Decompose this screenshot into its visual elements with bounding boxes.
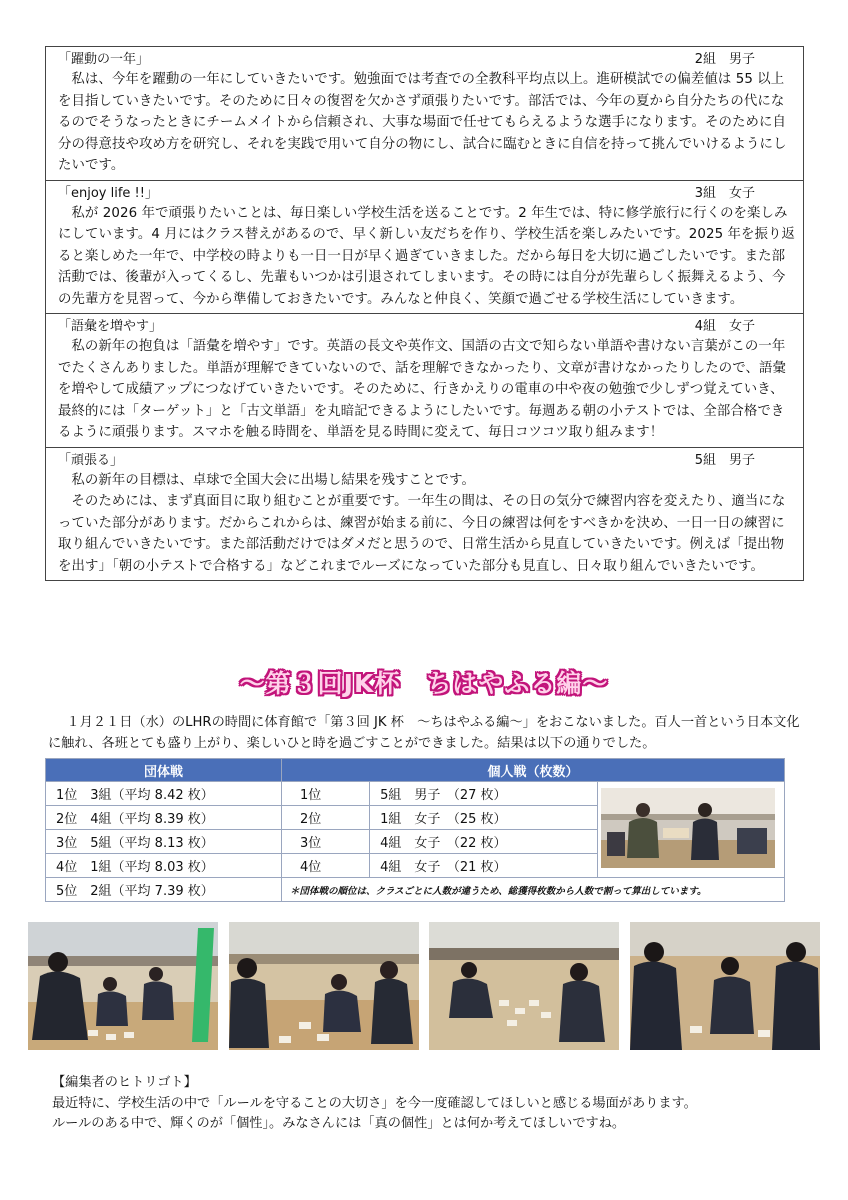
individual-rank: 4位	[281, 854, 369, 878]
team-result: 3位 5組（平均 8.13 枚）	[46, 830, 282, 854]
essay-header	[58, 185, 795, 203]
essay-box	[45, 46, 804, 581]
team-result: 4位 1組（平均 8.03 枚）	[46, 854, 282, 878]
individual-rank: 1位	[281, 782, 369, 806]
essay-header	[58, 452, 795, 470]
individual-header: 個人戦（枚数）	[281, 759, 784, 782]
team-result: 1位 3組（平均 8.42 枚）	[46, 782, 282, 806]
jk-cup-intro: １月２１日（水）のLHRの時間に体育館で「第３回 JK 杯 ～ちはやふる編～」をおこないました。百人一首という日本文化に触れ、各班とても盛り上がり、楽しいひと時を過ごすことができました。結果は以下の通りでした。	[48, 715, 800, 751]
team-result: 2位 4組（平均 8.39 枚）	[46, 806, 282, 830]
essay-author: 4組 女子	[694, 319, 755, 334]
essay-paragraph: 私が 2026 年で頑張りたいことは、毎日楽しい学校生活を送ることです。2 年生では、特に修学旅行に行くのを楽しみにしています。4 月にはクラス替えがあるので、早く新しい友だちを作り、学校生活を楽しみたいです。2025 年を振り返ると楽しめた一年で、中学校の時よりも一日一日が早く過ぎていきました。だから毎日を大切に過ごしたいです。また部活動では、後輩が入ってくるし、先輩もいつかは引退されてしまいます。その時には自分が先輩らしく振舞えるよう、今の先輩方を見習って、今から準備しておきたいです。みんなと仲良く、笑顔で過ごせる学校生活にしていきます。	[58, 205, 796, 307]
essay	[46, 448, 803, 581]
karuta-photo-3	[429, 922, 619, 1050]
essay-paragraph: 私は、今年を躍動の一年にしていきたいです。勉強面では考査での全教科平均点以上。進研模試での偏差値は 55 以上を目指していきたいです。そのために日々の復習を欠かさず頑張りたいです。部活では、今年の夏から自分たちの代になるのでそうなったときにチームメイトから信頼され、大事な場面で任せてもらえるような選手になります。そのために自分の得意技や攻め方を研究し、それを実践で用いて自分の物にし、試合に臨むときに自信を持って挑んでいけるようにしたいです。	[58, 72, 787, 173]
essay-paragraph: 私の新年の目標は、卓球で全国大会に出場し結果を残すことです。	[71, 472, 476, 488]
essay-title: 「頑張る」	[58, 452, 124, 468]
individual-result: 4組 女子 （21 枚）	[370, 854, 598, 878]
essay	[46, 314, 803, 448]
individual-rank: 2位	[281, 806, 369, 830]
essay-author: 5組 男子	[694, 452, 755, 468]
essay	[46, 47, 803, 181]
team-ranking-note: ＊団体戦の順位は、クラスごとに人数が違うため、総獲得枚数から人数で割って算出しています。	[281, 878, 784, 902]
table-row	[46, 782, 785, 806]
essay-title: 「躍動の一年」	[58, 52, 150, 67]
editor-heading: 【編集者のヒトリゴト】	[52, 1075, 197, 1090]
award-photo-cell	[598, 782, 785, 878]
karuta-photo-4	[630, 922, 820, 1050]
team-result: 5位 2組（平均 7.39 枚）	[46, 878, 282, 902]
essay-body	[58, 336, 795, 444]
karuta-photo-1	[28, 922, 218, 1050]
editor-line: 最近特に、学校生活の中で「ルールを守ることの大切さ」を今一度確認してほしいと感じる場面があります。	[52, 1095, 697, 1111]
individual-result: 5組 男子 （27 枚）	[370, 782, 598, 806]
essay-body	[58, 470, 795, 578]
team-header: 団体戦	[46, 759, 282, 782]
essay-paragraph: 私の新年の抱負は「語彙を増やす」です。英語の長文や英作文、国語の古文で知らない単語や書けない言葉がこの一年でたくさんありました。単語が理解できていないので、話を理解できなかったり、文章が書けなかったりしたので、語彙を増やして成績アップにつなげていきたいです。そのために、行きかえりの電車の中や夜の勉強で少しずつ覚えていき、最終的には「ターゲット」と「古文単語」を丸暗記できるようにしたいです。毎週ある朝の小テストでは、全部合格できるように頑張ります。スマホを触る時間を、単語を見る時間に変えて、毎日コツコツ取り組みます！	[58, 339, 786, 440]
editor-line: ルールのある中で、輝くのが「個性」。みなさんには「真の個性」とは何か考えてほしいですね。	[52, 1116, 626, 1131]
essay	[46, 181, 803, 315]
essay-author: 2組 男子	[694, 52, 755, 67]
essay-paragraph: そのためには、まず真面目に取り組むことが重要です。一年生の間は、その日の気分で練習内容を変えたり、適当になっていた部分があります。だからこれからは、練習が始まる前に、今日の練習は何をすべきかを決め、一日一日の練習に取り組んでいきたいです。また部活動だけではダメだと思うので、日常生活から見直していきたいです。例えば「提出物を出す」「朝の小テストで合格する」などこれまでルーズになっていた部分も見直し、日々取り組んでいきたいです。	[58, 494, 786, 574]
essay-body	[58, 69, 795, 177]
essay-header	[58, 51, 795, 69]
editor-note	[52, 1073, 812, 1135]
karuta-photo-2	[229, 922, 419, 1050]
table-row	[46, 878, 785, 902]
essay-author: 3組 女子	[694, 185, 755, 201]
essay-title: 「enjoy life !!」	[58, 185, 158, 201]
individual-result: 1組 女子 （25 枚）	[370, 806, 598, 830]
results-header-row	[46, 759, 785, 782]
results-table	[45, 758, 785, 902]
individual-result: 4組 女子 （22 枚）	[370, 830, 598, 854]
individual-rank: 3位	[281, 830, 369, 854]
photo-strip	[28, 922, 820, 1052]
essay-body	[58, 203, 795, 311]
essay-title: 「語彙を増やす」	[58, 319, 163, 334]
essay-header	[58, 318, 795, 336]
award-photo	[601, 788, 775, 868]
jk-cup-title: ～第３回JK杯 ちはやふる編～	[239, 669, 609, 698]
